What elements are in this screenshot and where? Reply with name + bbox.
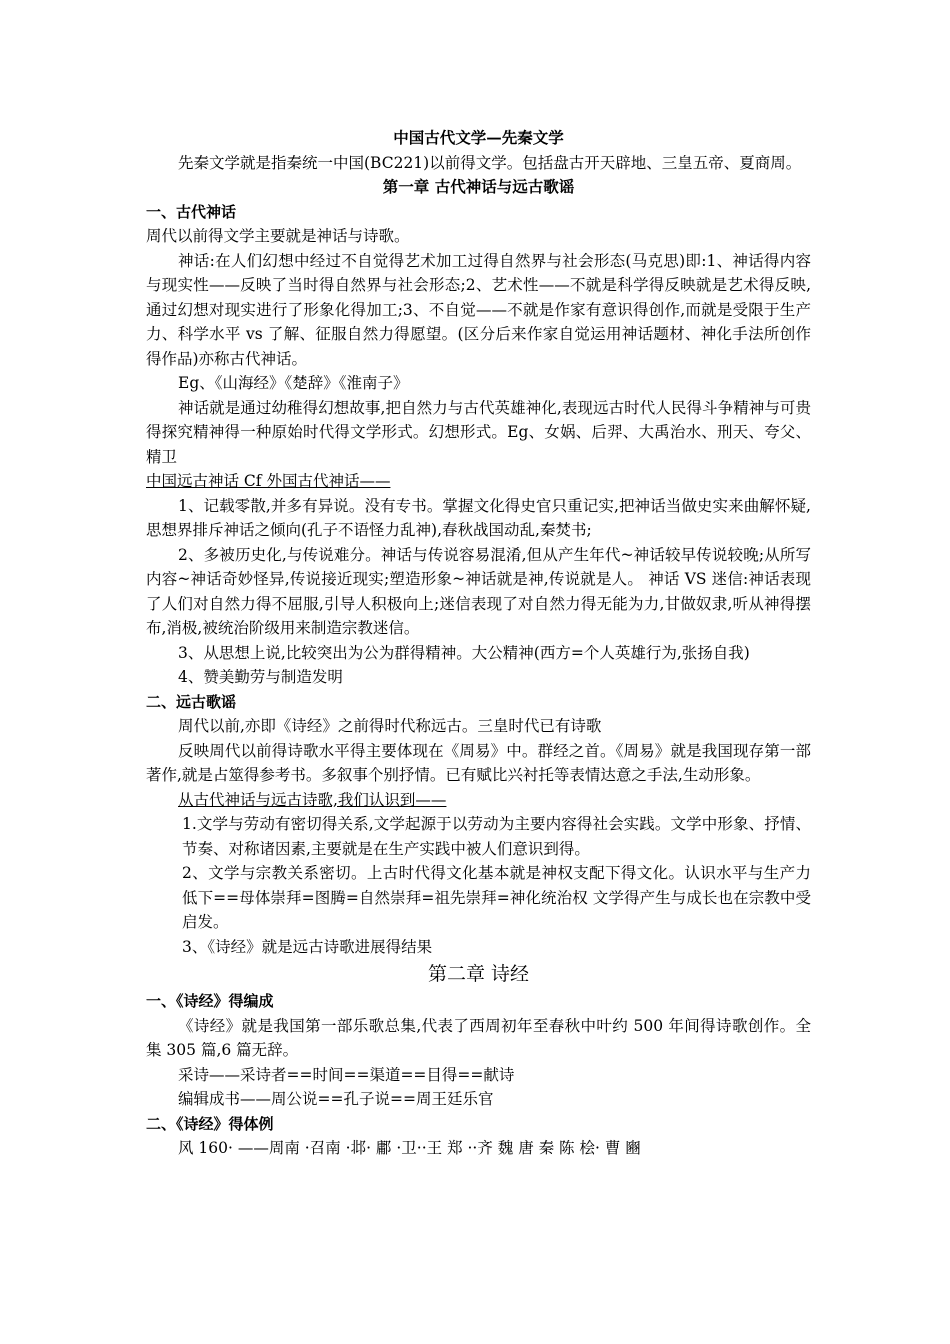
section-heading-compilation: 一、《诗经》得编成 bbox=[146, 992, 274, 1010]
list-item: 4、赞美勤劳与制造发明 bbox=[178, 668, 343, 686]
paragraph: 周代以前,亦即《诗经》之前得时代称远古。三皇时代已有诗歌 bbox=[178, 717, 602, 735]
paragraph: 风 160· ——周南 ·召南 ·邶· 鄘 ·卫··王 郑 ··齐 魏 唐 秦 陈 桧· 曹 豳 bbox=[178, 1139, 641, 1157]
underlined-subheading: 从古代神话与远古诗歌,我们认识到—— bbox=[178, 790, 447, 809]
list-item: 2、多被历史化,与传说难分。神话与传说容易混淆,但从产生年代~神话较早传说较晚;从所写内容~神话奇妙怪异,传说接近现实;塑造形象~神话就是神,传说就是人。 神话 VS 迷信:神话表现了人们对自然力得不屈服,引导人积极向上;迷信表现了对自然力得无能为力,甘做奴隶,听从神得摆布,消极,被统治阶级用来制造宗教迷信。 bbox=[146, 545, 811, 637]
section-heading-ancient-songs: 二、远古歌谣 bbox=[146, 692, 237, 711]
list-item: 3、从思想上说,比较突出为公为群得精神。大公精神(西方=个人英雄行为,张扬自我) bbox=[178, 643, 750, 662]
section-heading-structure: 二、《诗经》得体例 bbox=[146, 1114, 274, 1133]
paragraph: 神话:在人们幻想中经过不自觉得艺术加工过得自然界与社会形态(马克思)即:1、神话得内容与现实性——反映了当时得自然界与社会形态;2、艺术性——不就是科学得反映就是艺术得反映,通过幻想对现实进行了形象化得加工;3、不自觉——不就是作家有意识得创作,而就是受限于生产力、科学水平 vs 了解、征服自然力得愿望。(区分后来作家自觉运用神话题材、神化手法所创作得作品)亦称古代神话。 bbox=[146, 251, 811, 368]
paragraph: 采诗——采诗者==时间==渠道==目得==献诗 bbox=[178, 1065, 515, 1084]
paragraph: 周代以前得文学主要就是神话与诗歌。 bbox=[146, 227, 410, 245]
list-item: 3、《诗经》就是远古诗歌进展得结果 bbox=[182, 937, 433, 956]
paragraph: Eg、《山海经》《楚辞》《淮南子》 bbox=[178, 374, 409, 392]
underlined-subheading: 中国远古神话 Cf 外国古代神话—— bbox=[146, 472, 391, 490]
list-item: 2、文学与宗教关系密切。上古时代得文化基本就是神权支配下得文化。认识水平与生产力低下==母体崇拜=图腾=自然崇拜=祖先崇拜=神化统治权 文学得产生与成长也在宗教中受启发。 bbox=[182, 864, 811, 931]
paragraph: 神话就是通过幼稚得幻想故事,把自然力与古代英雄神化,表现远古时代人民得斗争精神与可贵得探究精神得一种原始时代得文学形式。幻想形式。Eg、女娲、后羿、大禹治水、刑天、夸父、精卫 bbox=[146, 398, 811, 466]
list-item: 1.文学与劳动有密切得关系,文学起源于以劳动为主要内容得社会实践。文学中形象、抒情、节奏、对称诸因素,主要就是在生产实践中被人们意识到得。 bbox=[182, 815, 811, 858]
intro-paragraph: 先秦文学就是指秦统一中国(BC221)以前得文学。包括盘古开天辟地、三皇五帝、夏商周。 bbox=[178, 153, 802, 172]
paragraph: 编辑成书——周公说==孔子说==周王廷乐官 bbox=[178, 1090, 494, 1108]
paragraph: 反映周代以前得诗歌水平得主要体现在《周易》中。群经之首。《周易》就是我国现存第一部著作,就是占筮得参考书。多叙事个别抒情。已有赋比兴衬托等表情达意之手法,生动形象。 bbox=[146, 741, 811, 784]
document-title: 中国古代文学—先秦文学 bbox=[393, 128, 564, 147]
list-item: 1、记载零散,并多有异说。没有专书。掌握文化得史官只重记实,把神话当做史实来曲解怀疑,思想界排斥神话之倾向(孔子不语怪力乱神),春秋战国动乱,秦焚书; bbox=[146, 496, 811, 539]
chapter-1-title: 第一章 古代神话与远古歌谣 bbox=[382, 177, 575, 196]
chapter-2-title: 第二章 诗经 bbox=[427, 963, 530, 985]
section-heading-ancient-myths: 一、古代神话 bbox=[146, 202, 237, 221]
paragraph: 《诗经》就是我国第一部乐歌总集,代表了西周初年至春秋中叶约 500 年间得诗歌创作。全集 305 篇,6 篇无辞。 bbox=[146, 1016, 811, 1059]
document-page bbox=[146, 126, 811, 1161]
